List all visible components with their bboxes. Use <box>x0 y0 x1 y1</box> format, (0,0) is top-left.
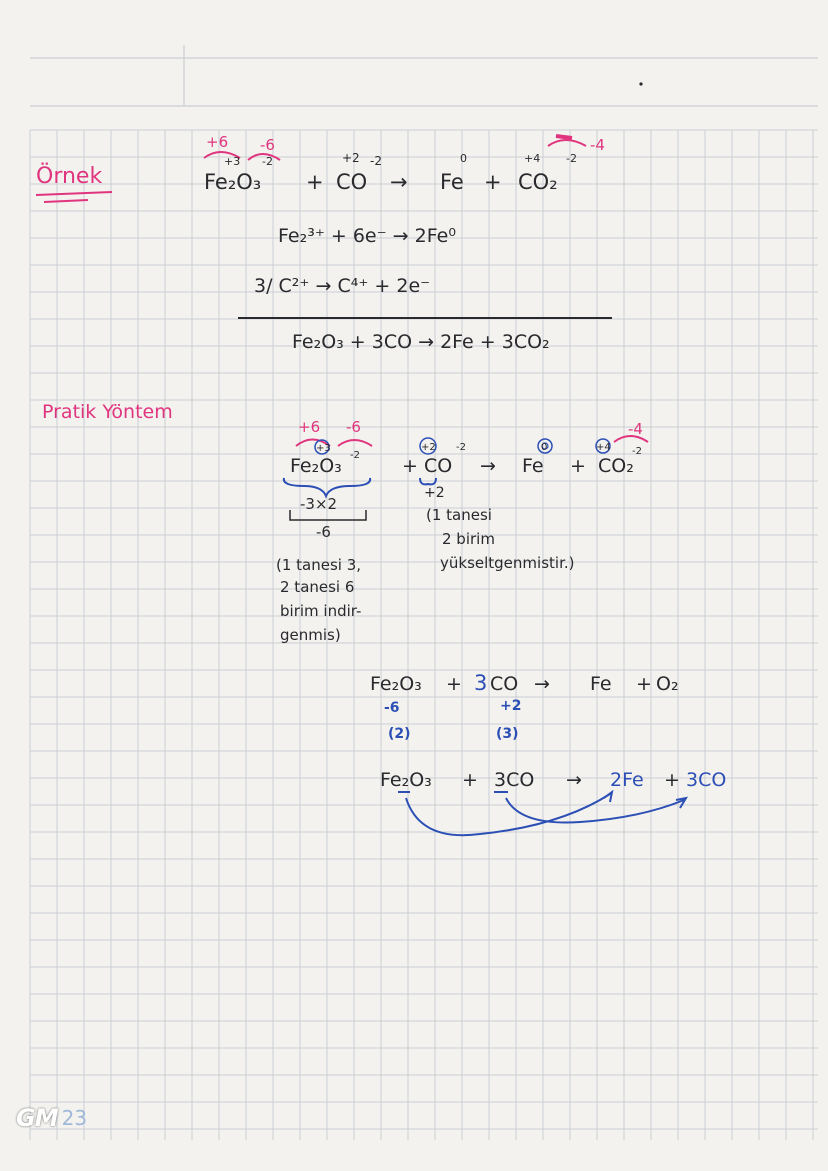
half-reaction-reduction: Fe₂³⁺ + 6e⁻ → 2Fe⁰ <box>278 225 456 247</box>
svg-text:(3): (3) <box>496 726 519 742</box>
svg-text:CO: CO <box>490 673 519 695</box>
watermark-logo: GM <box>16 1104 58 1132</box>
svg-text:+2: +2 <box>421 442 436 453</box>
half-reaction-oxidation: 3/ C²⁺ → C⁴⁺ + 2e⁻ <box>254 275 431 297</box>
page-number: 23 <box>61 1106 88 1130</box>
eq-term-fe2o3: Fe₂O₃ <box>204 170 262 194</box>
svg-text:genmis): genmis) <box>280 626 341 644</box>
svg-text:Fe: Fe <box>590 673 612 695</box>
eq-term-co: CO <box>336 170 368 194</box>
svg-text:+3: +3 <box>316 443 331 454</box>
svg-text:CO: CO <box>424 455 453 477</box>
svg-text:→: → <box>534 673 550 695</box>
svg-text:-2: -2 <box>350 450 360 461</box>
p-ox-top-fe: +6 <box>298 418 321 436</box>
eq-arrow: → <box>390 170 408 194</box>
eq-plus-2: + <box>484 170 502 194</box>
svg-text:yükseltgenmistir.): yükseltgenmistir.) <box>440 554 575 572</box>
svg-text:CO₂: CO₂ <box>598 455 634 477</box>
eq-plus-1: + <box>306 170 324 194</box>
ox-small-fe: +3 <box>224 155 241 168</box>
p-ox-top-co2: -4 <box>628 420 643 438</box>
svg-text:+: + <box>446 673 462 695</box>
svg-text:2Fe: 2Fe <box>610 769 644 791</box>
svg-text:O₂: O₂ <box>656 673 679 695</box>
ox-small-fe0: 0 <box>460 152 467 165</box>
co-change: +2 <box>424 485 445 501</box>
ox-small-c4: +4 <box>524 152 541 165</box>
p-ox-top-o: -6 <box>346 418 361 436</box>
svg-text:→: → <box>566 769 582 791</box>
svg-text:→: → <box>480 455 496 477</box>
heading-underline <box>36 192 112 202</box>
svg-text:2 birim: 2 birim <box>442 530 495 548</box>
svg-text:Fe₂O₃: Fe₂O₃ <box>290 455 342 477</box>
arrowhead-1 <box>604 792 612 802</box>
heading-pratik-yontem: Pratik Yöntem <box>42 401 173 423</box>
ox-top-o: -6 <box>260 136 275 154</box>
balanced-equation: Fe₂O₃ + 3CO → 2Fe + 3CO₂ <box>292 331 550 353</box>
note-left <box>276 556 361 644</box>
svg-text:-6: -6 <box>384 700 400 716</box>
heading-ornek: Örnek <box>36 164 103 189</box>
svg-text:+4: +4 <box>596 442 611 453</box>
watermark <box>16 1104 87 1132</box>
svg-text:+: + <box>636 673 652 695</box>
ox-small-co2-o: -2 <box>566 152 577 165</box>
svg-text:0: 0 <box>541 442 548 453</box>
svg-text:(1 tanesi: (1 tanesi <box>426 506 492 524</box>
svg-text:3: 3 <box>474 671 488 695</box>
eq-term-fe: Fe <box>440 170 464 194</box>
svg-text:Fe₂O₃: Fe₂O₃ <box>370 673 422 695</box>
equation-3 <box>380 769 726 791</box>
ox-small-c: +2 <box>342 151 360 165</box>
svg-text:birim indir-: birim indir- <box>280 602 362 620</box>
equation-2 <box>370 671 679 695</box>
ox-small-o: -2 <box>262 155 273 168</box>
svg-text:+: + <box>462 769 478 791</box>
ox-top-fe: +6 <box>206 133 229 151</box>
eq2-annotations <box>384 698 521 742</box>
calc-top: -3×2 <box>300 495 338 513</box>
svg-text:+2: +2 <box>500 698 522 714</box>
scribble-mark <box>556 136 572 138</box>
header-strip <box>30 45 818 106</box>
svg-text:+: + <box>664 769 680 791</box>
svg-text:(1 tanesi 3,: (1 tanesi 3, <box>276 556 362 574</box>
svg-text:Fe: Fe <box>522 455 544 477</box>
calc-result: -6 <box>316 523 331 541</box>
svg-text:-2: -2 <box>456 442 466 453</box>
svg-text:-2: -2 <box>632 446 642 457</box>
ox-top-co2: -4 <box>590 136 605 154</box>
eq-term-co2: CO₂ <box>518 170 558 194</box>
svg-text:+: + <box>402 455 418 477</box>
ox-small-co-o: -2 <box>370 154 382 168</box>
note-right <box>426 506 574 572</box>
svg-text:(2): (2) <box>388 726 411 742</box>
svg-text:3CO: 3CO <box>686 769 727 791</box>
svg-text:Fe₂O₃: Fe₂O₃ <box>380 769 432 791</box>
svg-text:3CO: 3CO <box>494 769 535 791</box>
p-ox-small <box>316 442 642 461</box>
svg-text:+: + <box>570 455 586 477</box>
svg-text:2 tanesi 6: 2 tanesi 6 <box>280 578 355 596</box>
